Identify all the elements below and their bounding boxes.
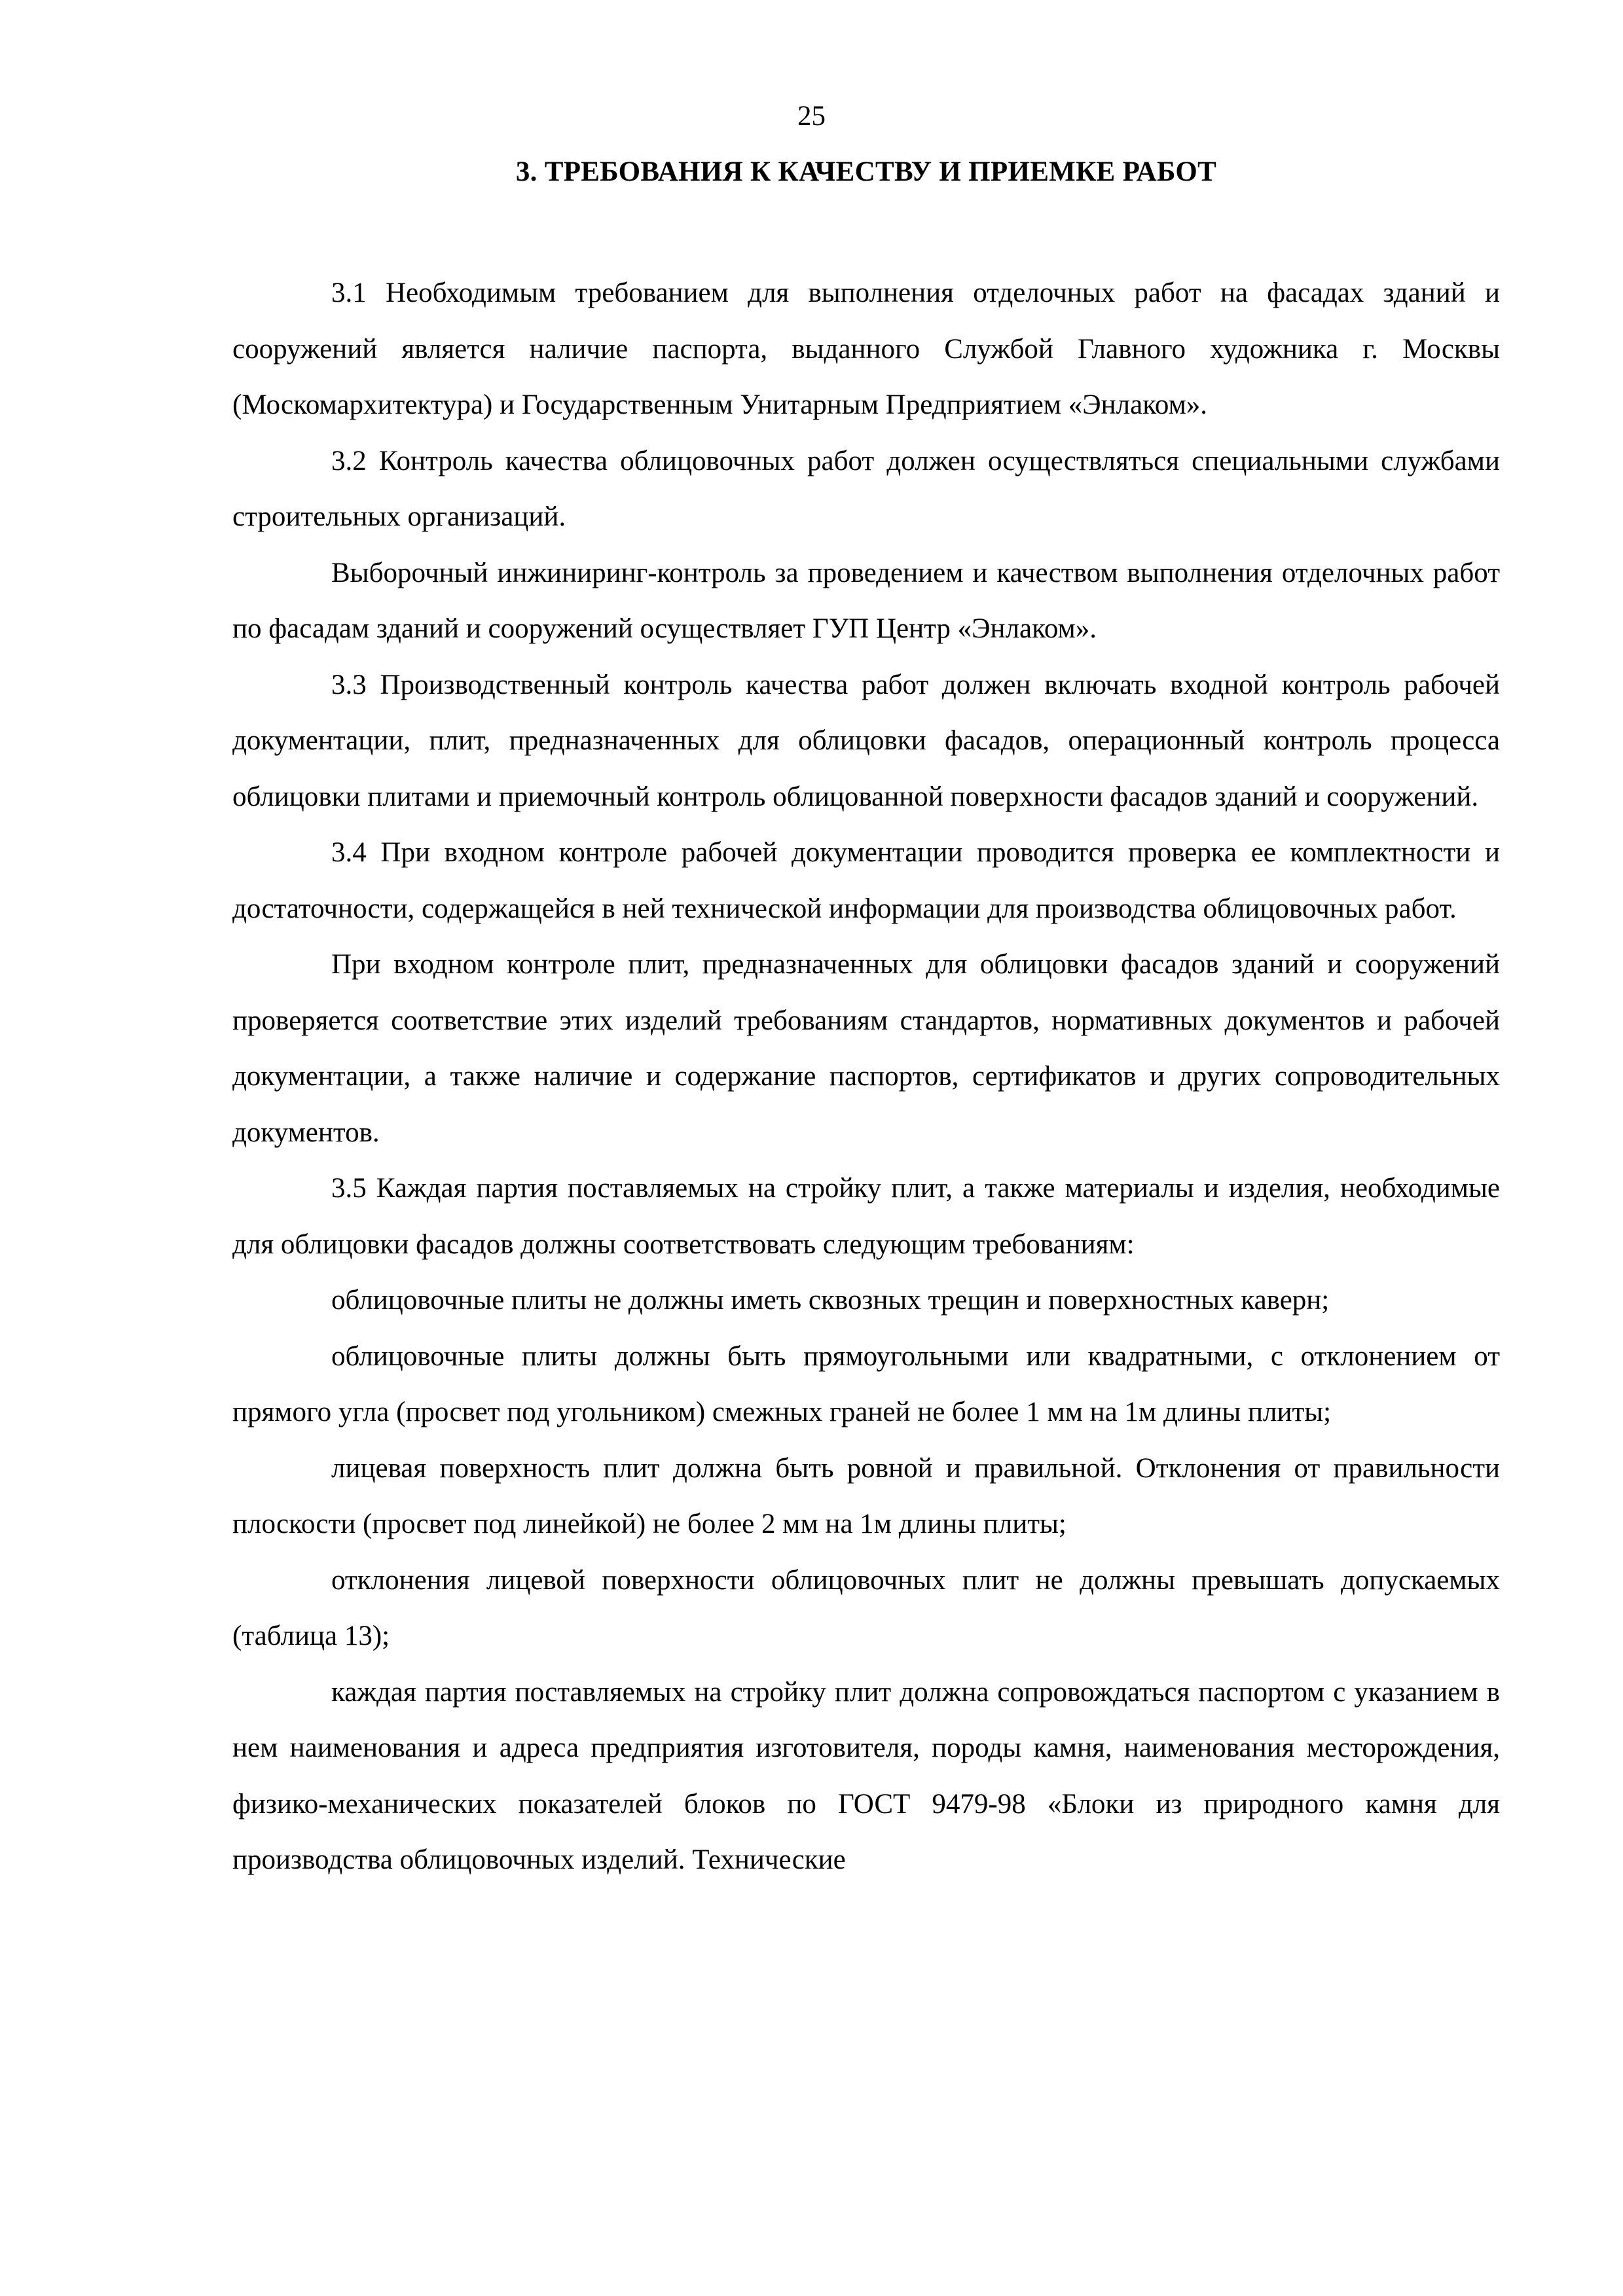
section-heading: 3. ТРЕБОВАНИЯ К КАЧЕСТВУ И ПРИЕМКЕ РАБОТ	[515, 156, 1217, 187]
requirement-item: отклонения лицевой поверхности облицовочных плит не должны превышать допускаемых (таблица 13);	[232, 1564, 1500, 1651]
paragraph-3-1: 3.1 Необходимым требованием для выполнения отделочных работ на фасадах зданий и сооружений является наличие паспорта, выданного Службой Главного художника г. Москвы (Москомархитектура) и Государственным Унитарным Предприятием «Энлаком».	[232, 278, 1500, 420]
paragraph-3-3: 3.3 Производственный контроль качества работ должен включать входной контроль рабочей документации, плит, предназначенных для облицовки фасадов, операционный контроль процесса облицовки плитами и приемочный контроль облицованной поверхности фасадов зданий и сооружений.	[232, 669, 1500, 812]
requirement-item: облицовочные плиты должны быть прямоугольными или квадратными, с отклонением от прямого угла (просвет под угольником) смежных граней не более 1 мм на 1м длины плиты;	[232, 1340, 1500, 1427]
paragraph-3-5: 3.5 Каждая партия поставляемых на стройку плит, а также материалы и изделия, необходимые для облицовки фасадов должны соответствовать следующим требованиям:	[232, 1173, 1500, 1260]
requirement-item: облицовочные плиты не должны иметь сквозных трещин и поверхностных каверн;	[331, 1285, 1330, 1316]
paragraph-3-2: 3.2 Контроль качества облицовочных работ должен осуществляться специальными службами строительных организаций.	[232, 445, 1500, 532]
body-text	[232, 265, 1500, 1888]
requirement-item: лицевая поверхность плит должна быть ровной и правильной. Отклонения от правильности плоскости (просвет под линейкой) не более 2 мм на 1м длины плиты;	[232, 1452, 1500, 1539]
page-number: 25	[797, 101, 826, 132]
paragraph-input-control-plates: При входном контроле плит, предназначенных для облицовки фасадов зданий и сооружений проверяется соответствие этих изделий требованиям стандартов, нормативных документов и рабочей документации, а также наличие и содержание паспортов, сертификатов и других сопроводительных документов.	[232, 949, 1500, 1148]
paragraph-3-4: 3.4 При входном контроле рабочей документации проводится проверка ее комплектности и достаточности, содержащейся в ней технической информации для производства облицовочных работ.	[232, 837, 1500, 924]
requirement-item: каждая партия поставляемых на стройку плит должна сопровождаться паспортом с указанием в нем наименования и адреса предприятия изготовителя, породы камня, наименования месторождения, физико-механических показателей блоков по ГОСТ 9479-98 «Блоки из природного камня для производства облицовочных изделий. Технические	[232, 1676, 1500, 1875]
paragraph-engineering-control: Выборочный инжиниринг-контроль за проведением и качеством выполнения отделочных работ по фасадам зданий и сооружений осуществляет ГУП Центр «Энлаком».	[232, 557, 1500, 644]
